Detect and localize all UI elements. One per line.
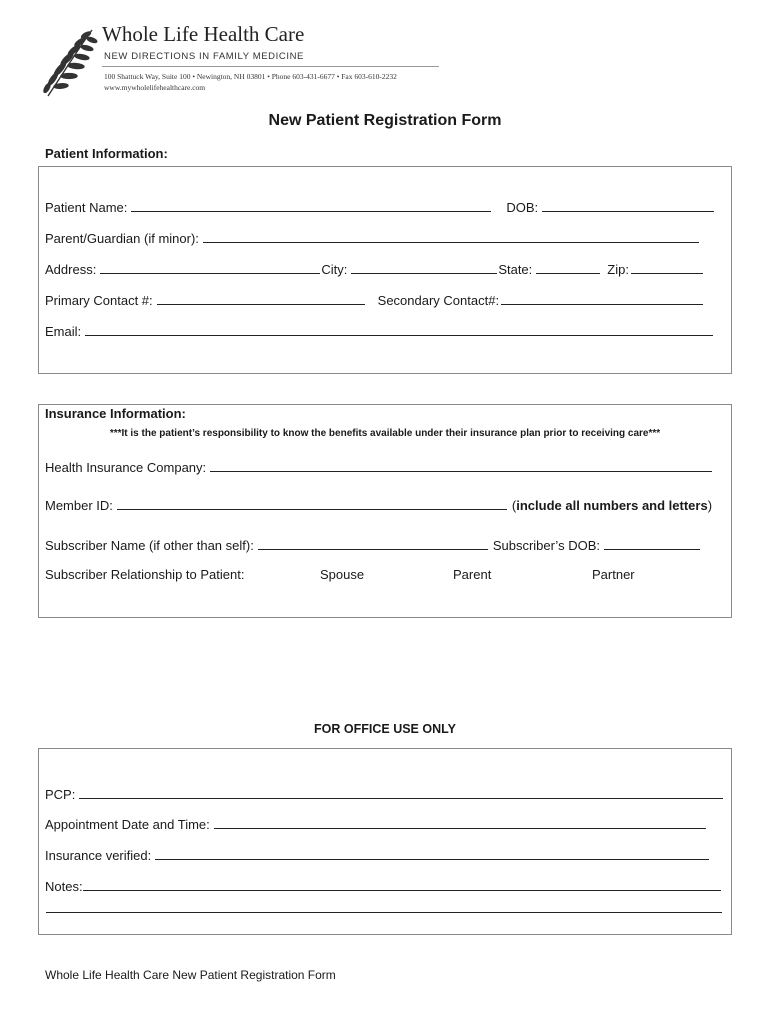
brand-name: Whole Life Health Care bbox=[102, 22, 305, 46]
city-label: City: bbox=[321, 262, 348, 277]
notes-input-line-2[interactable] bbox=[46, 900, 722, 913]
insurance-notice: ***It is the patient’s responsibility to know the benefits available under their insurance plan prior to receiving care*** bbox=[109, 428, 661, 439]
address-input[interactable] bbox=[100, 261, 320, 274]
notes-row bbox=[45, 878, 722, 894]
brand-website: www.mywholelifehealthcare.com bbox=[104, 83, 206, 92]
dob-label: DOB: bbox=[506, 200, 539, 215]
appointment-input[interactable] bbox=[214, 816, 706, 829]
appointment-row bbox=[45, 816, 707, 832]
insurance-verified-input[interactable] bbox=[155, 847, 709, 860]
relationship-label: Subscriber Relationship to Patient: bbox=[45, 567, 245, 582]
guardian-row bbox=[45, 230, 700, 246]
email-input[interactable] bbox=[85, 323, 713, 336]
guardian-input[interactable] bbox=[203, 230, 699, 243]
guardian-label: Parent/Guardian (if minor): bbox=[45, 231, 199, 246]
patient-name-label: Patient Name: bbox=[45, 200, 128, 215]
state-label: State: bbox=[498, 262, 533, 277]
form-title: New Patient Registration Form bbox=[268, 112, 502, 129]
secondary-contact-input[interactable] bbox=[501, 292, 703, 305]
subscriber-dob-label: Subscriber’s DOB: bbox=[492, 538, 600, 553]
contact-row bbox=[45, 292, 704, 308]
pcp-row bbox=[45, 786, 724, 802]
page-footer: Whole Life Health Care New Patient Registration Form bbox=[45, 968, 336, 982]
primary-contact-label: Primary Contact #: bbox=[45, 293, 153, 308]
office-use-heading: FOR OFFICE USE ONLY bbox=[314, 722, 456, 736]
relationship-option-partner[interactable]: Partner bbox=[592, 567, 635, 582]
address-label: Address: bbox=[45, 262, 97, 277]
insurance-verified-row bbox=[45, 847, 710, 863]
insurance-company-input[interactable] bbox=[210, 459, 712, 472]
subscriber-name-input[interactable] bbox=[258, 537, 488, 550]
insurance-section-heading: Insurance Information: bbox=[45, 406, 186, 421]
zip-label: Zip: bbox=[607, 262, 629, 277]
address-row bbox=[45, 261, 704, 277]
subscriber-name-label: Subscriber Name (if other than self): bbox=[45, 538, 254, 553]
patient-name-input[interactable] bbox=[131, 199, 491, 212]
primary-contact-input[interactable] bbox=[157, 292, 365, 305]
member-id-hint: include all numbers and letters bbox=[516, 498, 708, 513]
notes-input[interactable] bbox=[83, 878, 721, 891]
zip-input[interactable] bbox=[631, 261, 703, 274]
fern-icon bbox=[40, 26, 98, 98]
subscriber-dob-input[interactable] bbox=[604, 537, 700, 550]
brand-address: 100 Shattuck Way, Suite 100 • Newington, NH 03801 • Phone 603-431-6677 • Fax 603-610-2232 bbox=[104, 72, 397, 81]
member-id-label: Member ID: bbox=[45, 498, 113, 513]
brand-tagline: NEW DIRECTIONS IN FAMILY MEDICINE bbox=[104, 51, 304, 62]
notes-label: Notes: bbox=[45, 879, 83, 894]
relationship-row bbox=[45, 567, 244, 582]
member-id-hint-open: ( bbox=[511, 498, 517, 513]
member-id-row bbox=[45, 497, 712, 513]
dob-input[interactable] bbox=[542, 199, 714, 212]
email-row bbox=[45, 323, 714, 339]
state-input[interactable] bbox=[536, 261, 600, 274]
patient-section-heading: Patient Information: bbox=[45, 146, 168, 161]
email-label: Email: bbox=[45, 324, 82, 339]
member-id-hint-close: ) bbox=[707, 498, 713, 513]
pcp-label: PCP: bbox=[45, 787, 76, 802]
relationship-option-parent[interactable]: Parent bbox=[453, 567, 492, 582]
insurance-verified-label: Insurance verified: bbox=[45, 848, 152, 863]
letterhead-divider bbox=[102, 66, 439, 67]
member-id-input[interactable] bbox=[117, 497, 507, 510]
insurance-company-label: Health Insurance Company: bbox=[45, 460, 207, 475]
patient-name-row bbox=[45, 199, 715, 215]
relationship-option-spouse[interactable]: Spouse bbox=[320, 567, 365, 582]
pcp-input[interactable] bbox=[79, 786, 723, 799]
appointment-label: Appointment Date and Time: bbox=[45, 817, 210, 832]
city-input[interactable] bbox=[351, 261, 497, 274]
secondary-contact-label: Secondary Contact#: bbox=[377, 293, 500, 308]
insurance-company-row bbox=[45, 459, 713, 475]
subscriber-row bbox=[45, 537, 701, 553]
